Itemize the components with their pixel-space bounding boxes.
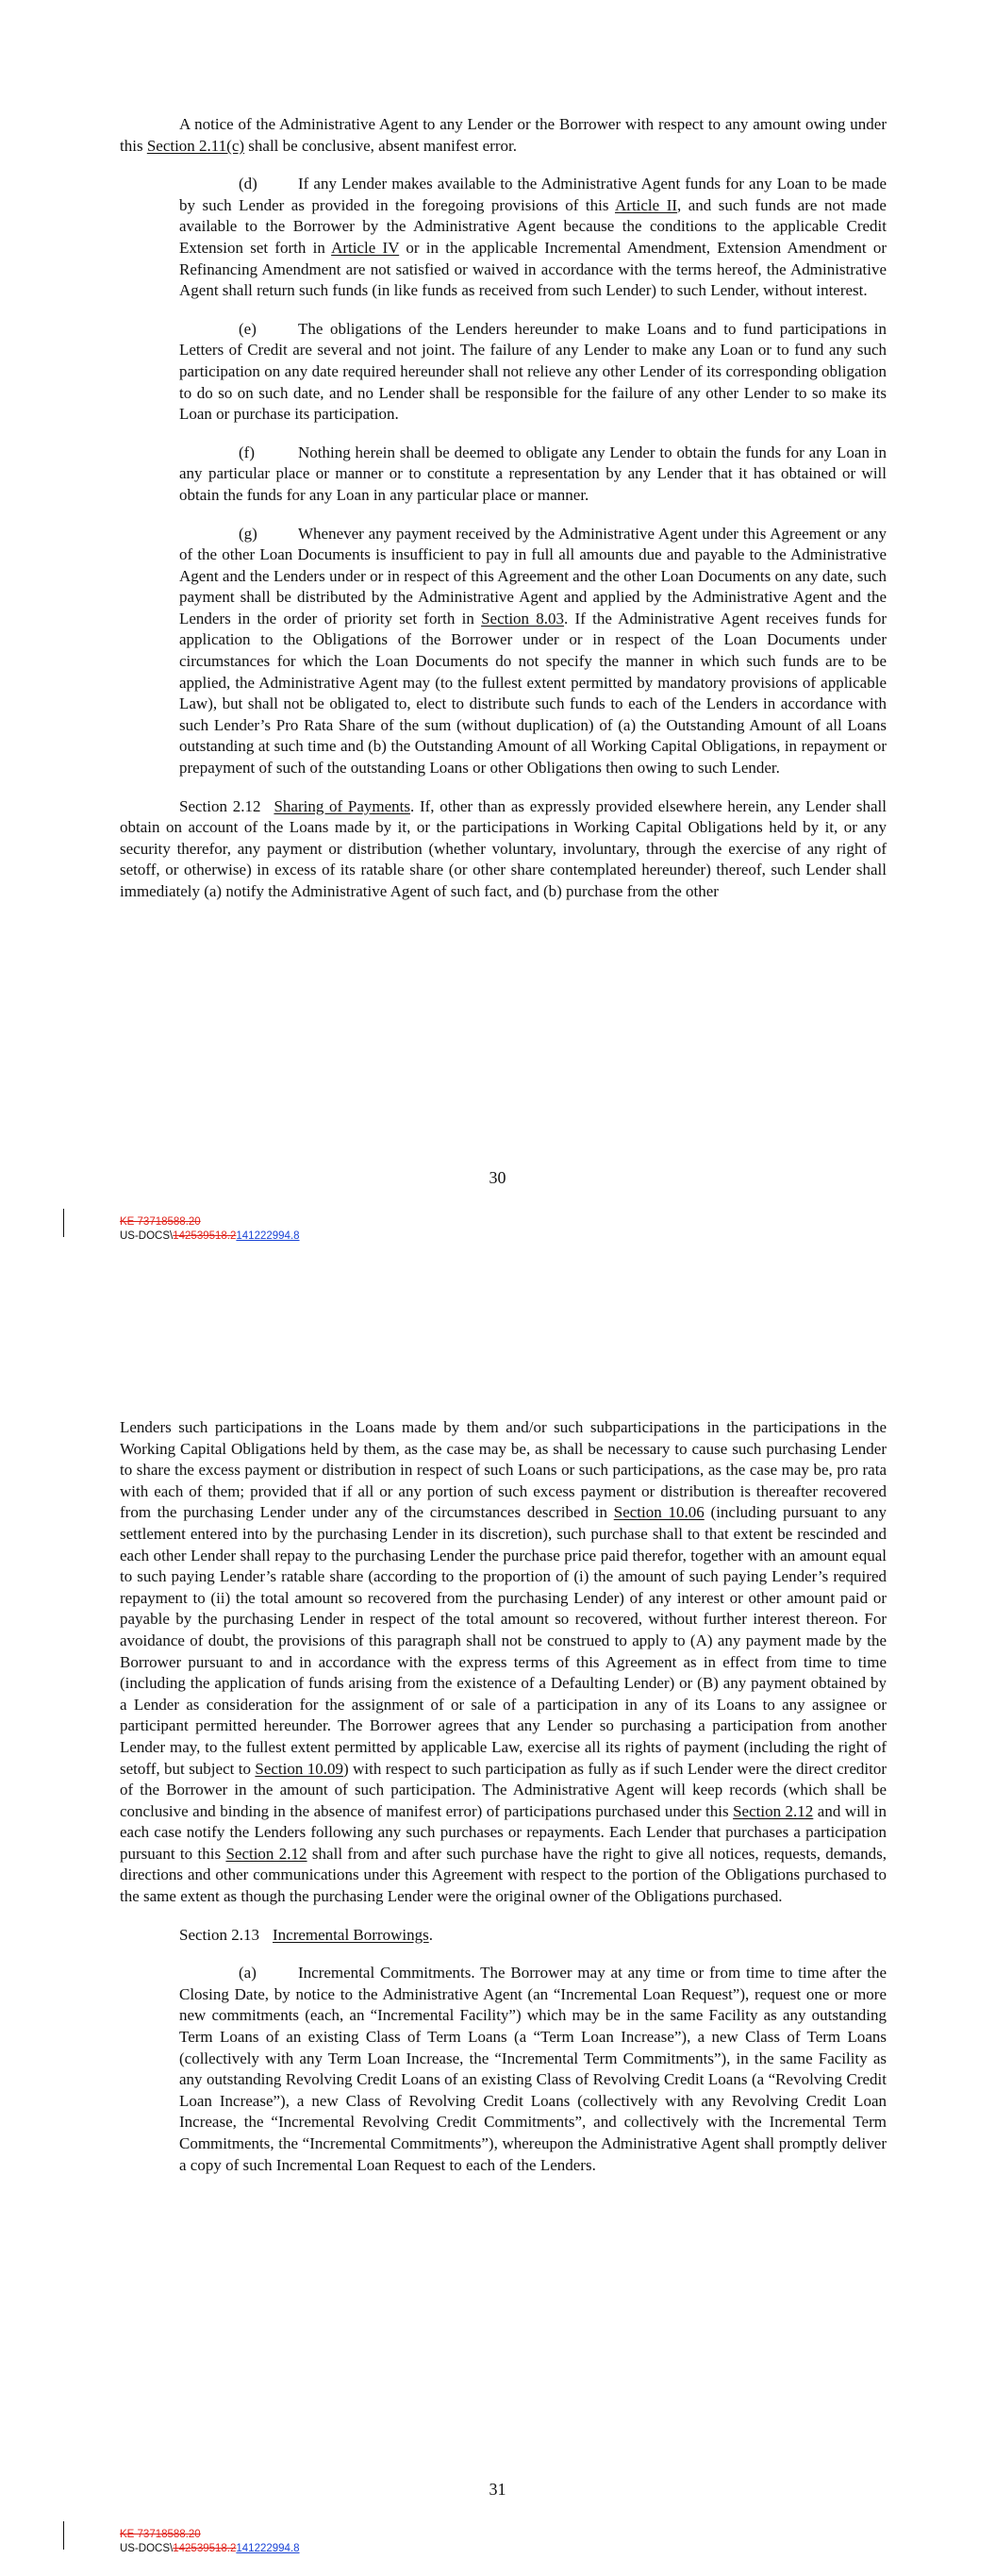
paragraph-f: (f) Nothing herein shall be deemed to obligate any Lender to obtain the funds for any Loan in any particular place or manner or to constitute a representation by any Lender that it has obtained or will obtain the funds for any Loan in any particular place or manner. [179,443,887,504]
cross-reference: Section 2.12 [733,1801,814,1820]
paragraph-d: (d) If any Lender makes available to the Administrative Agent funds for any Loan to be made by such Lender as provided in the foregoing provisions of this Article II, and such funds are not made available to the Borrower by the Administrative Agent because the conditions to the applicable Credit Extension set forth in Article IV or in the applicable Incremental Amendment, Extension Amendment or Refinancing Amendment are not satisfied or waived in accordance with the terms hereof, the Administrative Agent shall return such funds (in like funds as received from such Lender) to such Lender, without interest. [179,175,887,300]
doc-footer [120,1215,300,1244]
section-2-13: Section 2.13 Incremental Borrowings. [179,1925,433,1944]
page-30-body [120,114,887,903]
change-bar [63,1209,64,1237]
cross-reference: Section 2.11(c) [146,136,245,155]
doc-id: US-DOCS\142539518.2141222994.8 [120,2543,300,2554]
paragraph-intro: A notice of the Administrative Agent to any Lender or the Borrower with respect to any amount owing under this Section 2.11(c) shall be conclusive, absent manifest error. [120,115,887,155]
change-bar [63,2521,64,2550]
inserted-doc-number: 141222994.8 [236,1230,300,1242]
deleted-doc-number: 142539518.2 [173,2543,237,2554]
deleted-doc-id: KE 73718588.20 [120,1216,201,1228]
page-number: 31 [489,2480,506,2499]
paragraph-e: (e) The obligations of the Lenders hereunder to make Loans and to fund participations in Letters of Credit are several and not joint. The failure of any Lender to make any Loan or to fund any such participation on any date required hereunder shall not relieve any other Lender of its corresponding obligation to do so on such date, and no Lender shall be responsible for the failure of any other Lender to so make its Loan or purchase its participation. [179,319,887,424]
section-number: Section 2.13 [179,1925,259,1944]
section-title: Incremental Borrowings [273,1925,429,1944]
cross-reference: Section 2.12 [225,1844,307,1863]
cross-reference: Section 8.03 [481,609,565,627]
paragraph-a: (a) Incremental Commitments. The Borrower may at any time or from time to time after the Closing Date, by notice to the Administrative Agent (an “Incremental Loan Request”), request one or more new commitments (each, an “Incremental Facility”) which may be in the same Facility as any outstanding Term Loans of an existing Class of Term Loans (a “Term Loan Increase”), a new Class of Term Loans (collectively with any Term Loan Increase, the “Incremental Term Commitments”), in the same Facility as any outstanding Revolving Credit Loans of an existing Class of Revolving Credit Loans (a “Revolving Credit Loan Increase”), a new Class of Revolving Credit Loans (collectively with any Revolving Credit Loan Increase, the “Incremental Revolving Credit Commitments”, and collectively with the Incremental Term Commitments, the “Incremental Commitments”), whereupon the Administrative Agent shall promptly deliver a copy of such Incremental Loan Request to each of the Lenders. [179,1964,887,2174]
cross-reference: Article II [615,195,678,214]
section-title: Sharing of Payments [274,796,411,815]
page-number: 30 [489,1168,506,1187]
doc-footer [120,2528,300,2556]
document-page-30 [0,0,995,1246]
paragraph-g: (g) Whenever any payment received by the Administrative Agent under this Agreement or any of the other Loan Documents is insufficient to pay in full all amounts due and payable to the Administrative Agent and the Lenders under or in respect of this Agreement and the other Loan Documents on any date, such payment shall be distributed by the Administrative Agent and applied by the Administrative Agent and the Lenders in the order of priority set forth in Section 8.03. If the Administrative Agent receives funds for application to the Obligations of the Borrower under or in respect of the Loan Documents under circumstances for which the Loan Documents do not specify the manner in which such funds are to be applied, the Administrative Agent may (to the fullest extent permitted by mandatory provisions of applicable Law), but shall not be obligated to, elect to distribute such funds to each of the Lenders in accordance with such Lender’s Pro Rata Share of the sum (without duplication) of (a) the Outstanding Amount of all Loans outstanding at such time and (b) the Outstanding Amount of all Working Capital Obligations, in repayment or prepayment of such of the outstanding Loans or other Obligations then owing to such Lender. [179,524,887,778]
deleted-doc-id: KE 73718588.20 [120,2529,201,2540]
clause-label: (f) [239,443,255,461]
deleted-doc-number: 142539518.2 [173,1230,237,1242]
clause-label: (g) [239,524,257,543]
inserted-doc-number: 141222994.8 [236,2543,300,2554]
clause-label: (d) [239,175,257,193]
page-31-body [120,1417,887,2176]
doc-id: US-DOCS\142539518.2141222994.8 [120,1230,300,1242]
cross-reference: Article IV [331,238,400,257]
section-2-12: Section 2.12 Sharing of Payments. If, other than as expressly provided elsewhere herein, any Lender shall obtain on account of the Loans made by it, or the participations in Working Capital Obligations held by it, or any security therefor, any payment or distribution (whether voluntary, involuntary, through the exercise of any right of setoff, or otherwise) in excess of its ratable share (or other share contemplated hereunder) thereof, such Lender shall immediately (a) notify the Administrative Agent of such fact, and (b) purchase from the other [120,796,887,900]
cross-reference: Section 10.06 [613,1503,705,1522]
section-number: Section 2.12 [179,796,261,815]
cross-reference: Section 10.09 [255,1759,344,1778]
document-page-31 [0,1288,995,2576]
clause-label: (e) [239,319,257,338]
paragraph-continuation: Lenders such participations in the Loans made by them and/or such subparticipations in the participations in the Working Capital Obligations held by them, as the case may be, as shall be necessary to cause such purchasing Lender to share the excess payment or distribution in respect of such Loans or such participations, as the case may be, pro rata with each of them; provided that if all or any portion of such excess payment or distribution is thereafter recovered from the purchasing Lender under any of the circumstances described in Section 10.06 (including pursuant to any settlement entered into by the purchasing Lender in its discretion), such purchase shall to that extent be rescinded and each other Lender shall repay to the purchasing Lender the purchase price paid therefor, together with an amount equal to such paying Lender’s ratable share (according to the proportion of (i) the amount of such paying Lender’s required repayment to (ii) the total amount so recovered from the purchasing Lender) of any interest or other amount paid or payable by the purchasing Lender in respect of the total amount so recovered, without further interest thereon. For avoidance of doubt, the provisions of this paragraph shall not be construed to apply to (A) any payment made by the Borrower pursuant to and in accordance with the express terms of this Agreement as in effect from time to time (including the application of funds arising from the existence of a Defaulting Lender) or (B) any payment obtained by a Lender as consideration for the assignment of or sale of a participation in any of its Loans to any assignee or participant permitted hereunder. The Borrower agrees that any Lender so purchasing a participation from another Lender may, to the fullest extent permitted by applicable Law, exercise all its rights of payment (including the right of setoff, but subject to Section 10.09) with respect to such participation as fully as if such Lender were the direct creditor of the Borrower in the amount of such participation. The Administrative Agent will keep records (which shall be conclusive and binding in the absence of manifest error) of participations purchased under this Section 2.12 and will in each case notify the Lenders following any such purchases or repayments. Each Lender that purchases a participation pursuant to this Section 2.12 shall from and after such purchase have the right to give all notices, requests, demands, directions and other communications under this Agreement with respect to the portion of the Obligations purchased to the same extent as though the purchasing Lender were the original owner of the Obligations purchased. [120,1418,887,1906]
clause-label: (a) [239,1964,257,1982]
